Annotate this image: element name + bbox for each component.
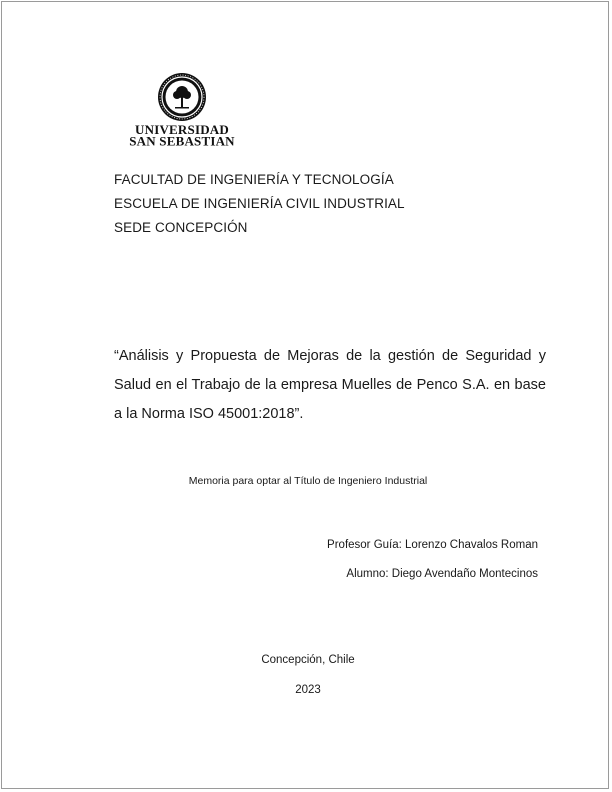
- university-logo: [122, 72, 242, 148]
- campus-line: SEDE CONCEPCIÓN: [114, 220, 248, 235]
- faculty-line: FACULTAD DE INGENIERÍA Y TECNOLOGÍA: [114, 172, 394, 187]
- university-name-line2: SAN SEBASTIAN: [129, 134, 235, 149]
- school-line: ESCUELA DE INGENIERÍA CIVIL INDUSTRIAL: [114, 196, 405, 211]
- student-line: Alumno: Diego Avendaño Montecinos: [346, 568, 538, 580]
- year-line: 2023: [295, 684, 321, 696]
- faculty-block: [114, 168, 405, 240]
- degree-statement: Memoria para optar al Título de Ingeniero Industrial: [188, 475, 428, 487]
- document-page: [1, 1, 609, 789]
- city-line: Concepción, Chile: [261, 654, 355, 666]
- university-seal-icon: [157, 72, 207, 122]
- advisor-line: Profesor Guía: Lorenzo Chavalos Roman: [327, 539, 538, 551]
- thesis-title: “Análisis y Propuesta de Mejoras de la gestión de Seguridad y Salud en el Trabajo de la empresa Muelles de Penco S.A. en base a la Norma ISO 45001:2018”.: [114, 348, 546, 422]
- university-name: [122, 122, 242, 149]
- university-name-line1: UNIVERSIDAD: [135, 122, 229, 137]
